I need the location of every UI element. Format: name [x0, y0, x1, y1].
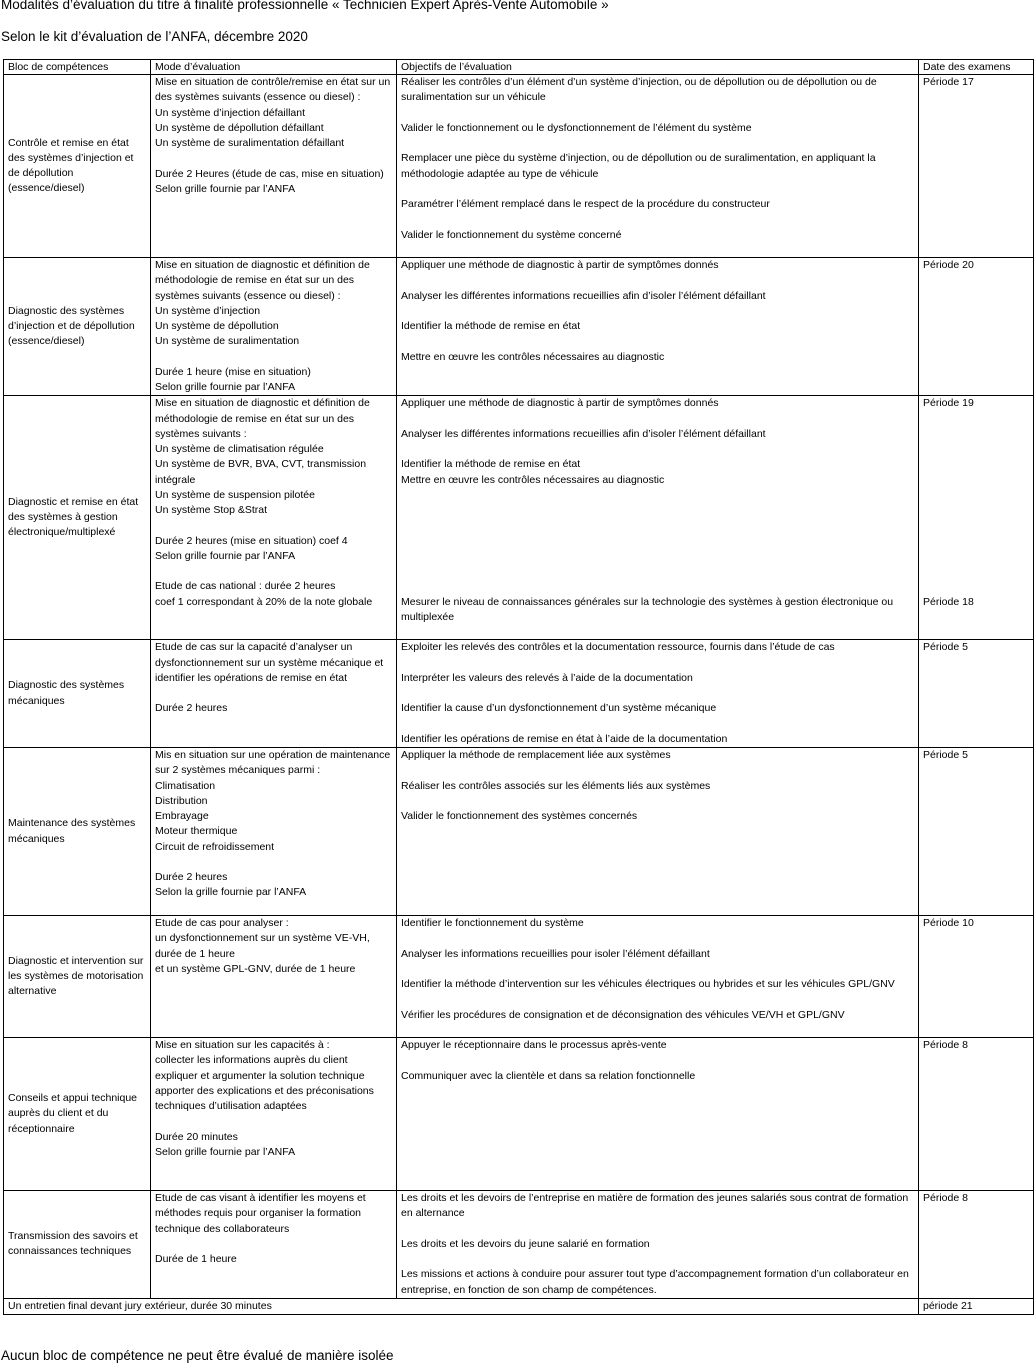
objectif-item: Les droits et les devoirs de l’entreprise en matière de formation des jeunes salariés sous contrat de formation en alternance [401, 1192, 909, 1220]
objectif-item: Identifier la méthode de remise en état [401, 320, 581, 332]
objectif-item: Analyser les informations recueillies pour isoler l’élément défaillant [401, 947, 710, 960]
objectif-item: Communiquer avec la clientèle et dans sa relation fonctionnelle [401, 1069, 696, 1082]
bloc-cell: Diagnostic et intervention sur les systèmes de motorisation alternative [4, 916, 151, 1038]
footer-note: Aucun bloc de compétence ne peut être évalué de manière isolée [1, 1348, 394, 1363]
objectif-item: Mettre en œuvre les contrôles nécessaires au diagnostic [401, 473, 665, 486]
objectif-item: Identifier la méthode d’intervention sur les véhicules électriques ou hybrides et sur les véhicules GPL/GNV [401, 978, 895, 990]
bloc-cell: Contrôle et remise en état des systèmes d’injection et de dépollution (essence/diesel) [4, 75, 151, 258]
table-row [4, 916, 1034, 1038]
header-objectifs: Objectifs de l’évaluation [397, 60, 919, 75]
mode-cell: Mise en situation de diagnostic et définition de méthodologie de remise en état sur un des systèmes suivants : Un système de climatisation régulée Un système de BVR, BVA, CVT, transmission intégrale Un système de suspension pilotée Un système Stop &Strat Durée 2 heures (mise en situation) coef 4 Selon grille fournie par l’ANFA Etude de cas national : durée 2 heures coef 1 correspondant à 20% de la note globale [151, 396, 397, 640]
bloc-cell: Transmission des savoirs et connaissances techniques [4, 1191, 151, 1299]
objectifs-cell [397, 1191, 919, 1299]
objectif-item: Valider le fonctionnement du système concerné [401, 228, 622, 241]
objectifs-cell [397, 258, 919, 396]
table-row [4, 1191, 1034, 1299]
mode-cell: Mise en situation de contrôle/remise en état sur un des systèmes suivants (essence ou diesel) : Un système d’injection défaillant Un système de dépollution défaillant Un système de suralimentation défaillant Durée 2 Heures (étude de cas, mise en situation) Selon grille fournie par l’ANFA [151, 75, 397, 258]
mode-cell: Etude de cas sur la capacité d’analyser un dysfonctionnement sur un système mécanique et identifier les opérations de remise en état Durée 2 heures [151, 640, 397, 748]
objectif-item: Les missions et actions à conduire pour assurer tout type d’accompagnement formation d’un collaborateur en entreprise, en fonction de son champ de compétences. [401, 1268, 909, 1296]
table-row [4, 640, 1034, 748]
objectif-item: Valider le fonctionnement des systèmes concernés [401, 810, 638, 822]
objectifs-cell [397, 396, 919, 640]
final-row-date: période 21 [919, 1298, 1034, 1314]
mode-cell: Mise en situation sur les capacités à : collecter les informations auprès du client expliquer et argumenter la solution technique apporter des explications et des préconisations techniques d’utilisation adaptées Durée 20 minutes Selon grille fournie par l’ANFA [151, 1038, 397, 1191]
table-header-row [4, 60, 1034, 75]
bloc-cell: Conseils et appui technique auprès du client et du réceptionnaire [4, 1038, 151, 1191]
date-cell: Période 10 [919, 916, 1034, 1038]
evaluation-table [3, 59, 1034, 1315]
mode-cell: Etude de cas pour analyser : un dysfonctionnement sur un système VE-VH, durée de 1 heure et un système GPL-GNV, durée de 1 heure [151, 916, 397, 1038]
objectif-item: Analyser les différentes informations recueillies afin d’isoler l’élément défaillant [401, 289, 766, 302]
objectif-item: Appliquer la méthode de remplacement liée aux systèmes [401, 749, 671, 761]
objectifs-cell [397, 1038, 919, 1191]
mode-cell: Mise en situation de diagnostic et définition de méthodologie de remise en état sur un des systèmes suivants (essence ou diesel) : Un système d’injection Un système de dépollution Un système de suralimentation Durée 1 heure (mise en situation) Selon grille fournie par l’ANFA [151, 258, 397, 396]
objectif-item: Appliquer une méthode de diagnostic à partir de symptômes donnés [401, 259, 719, 271]
table-row [4, 1038, 1034, 1191]
objectif-item: Appliquer une méthode de diagnostic à partir de symptômes donnés [401, 397, 719, 410]
objectif-item: Les droits et les devoirs du jeune salarié en formation [401, 1237, 650, 1250]
objectif-item: Remplacer une pièce du système d’injection, ou de dépollution ou de suralimentation, en appliquant la méthodologie adaptée au type de véhicule [401, 152, 876, 180]
date-cell: Période 20 [919, 258, 1034, 396]
page-subtitle: Selon le kit d’évaluation de l’ANFA, décembre 2020 [1, 29, 308, 44]
objectif-item: Analyser les différentes informations recueillies afin d’isoler l’élément défaillant [401, 427, 766, 440]
objectif-item: Réaliser les contrôles d’un élément d’un système d’injection, ou de dépollution ou de dépollution ou de suralimentation sur un véhicule [401, 76, 877, 104]
date-cell: Période 5 [919, 640, 1034, 748]
date-cell: Période 17 [919, 75, 1034, 258]
date-cell: Période 8 [919, 1191, 1034, 1299]
bloc-cell: Diagnostic des systèmes mécaniques [4, 640, 151, 748]
objectif-item: Paramétrer l’élément remplacé dans le respect de la procédure du constructeur [401, 198, 770, 210]
objectifs-cell [397, 75, 919, 258]
objectifs-cell [397, 916, 919, 1038]
bloc-cell: Diagnostic et remise en état des systèmes à gestion électronique/multiplexé [4, 396, 151, 640]
header-date: Date des examens [919, 60, 1034, 75]
date-cell [919, 396, 1034, 640]
objectif-item: Exploiter les relevés des contrôles et la documentation ressource, fournis dans l’étude de cas [401, 641, 835, 654]
objectif-item: Appuyer le réceptionnaire dans le processus après-vente [401, 1039, 667, 1051]
table-row [4, 748, 1034, 916]
objectif-item: Réaliser les contrôles associés sur les éléments liés aux systèmes [401, 779, 711, 792]
objectif-item: Mesurer le niveau de connaissances générales sur la technologie des systèmes à gestion électronique ou multiplexée [401, 595, 894, 623]
mode-cell: Etude de cas visant à identifier les moyens et méthodes requis pour organiser la formation technique des collaborateurs Durée de 1 heure [151, 1191, 397, 1299]
date-cell: Période 8 [919, 1038, 1034, 1191]
objectif-item: Identifier la cause d’un dysfonctionnement d’un système mécanique [401, 702, 717, 715]
objectif-item: Vérifier les procédures de consignation et de déconsignation des véhicules VE/VH et GPL/GNV [401, 1008, 845, 1021]
objectifs-cell [397, 748, 919, 916]
bloc-cell: Diagnostic des systèmes d’injection et de dépollution (essence/diesel) [4, 258, 151, 396]
header-mode: Mode d’évaluation [151, 60, 397, 75]
objectifs-cell [397, 640, 919, 748]
table-row [4, 75, 1034, 258]
objectif-item: Identifier les opérations de remise en état à l’aide de la documentation [401, 732, 728, 745]
bloc-cell: Maintenance des systèmes mécaniques [4, 748, 151, 916]
header-bloc: Bloc de compétences [4, 60, 151, 75]
page-title: Modalités d’évaluation du titre à finalité professionnelle « Technicien Expert Après-Vente Automobile » [1, 0, 609, 12]
table-row [4, 258, 1034, 396]
date-cell: Période 5 [919, 748, 1034, 916]
objectif-item: Valider le fonctionnement ou le dysfonctionnement de l’élément du système [401, 121, 752, 134]
date-value: Période 18 [923, 595, 974, 608]
objectif-item: Identifier la méthode de remise en état [401, 458, 581, 471]
objectif-item: Interpréter les valeurs des relevés à l’aide de la documentation [401, 671, 693, 684]
table-row [4, 396, 1034, 640]
mode-cell: Mis en situation sur une opération de maintenance sur 2 systèmes mécaniques parmi : Climatisation Distribution Embrayage Moteur thermique Circuit de refroidissement Durée 2 heures Selon la grille fournie par l’ANFA [151, 748, 397, 916]
final-row-label: Un entretien final devant jury extérieur, durée 30 minutes [4, 1298, 919, 1314]
date-value: Période 19 [923, 397, 974, 410]
objectif-item: Identifier le fonctionnement du système [401, 917, 584, 929]
final-row [4, 1298, 1034, 1314]
objectif-item: Mettre en œuvre les contrôles nécessaires au diagnostic [401, 350, 665, 363]
